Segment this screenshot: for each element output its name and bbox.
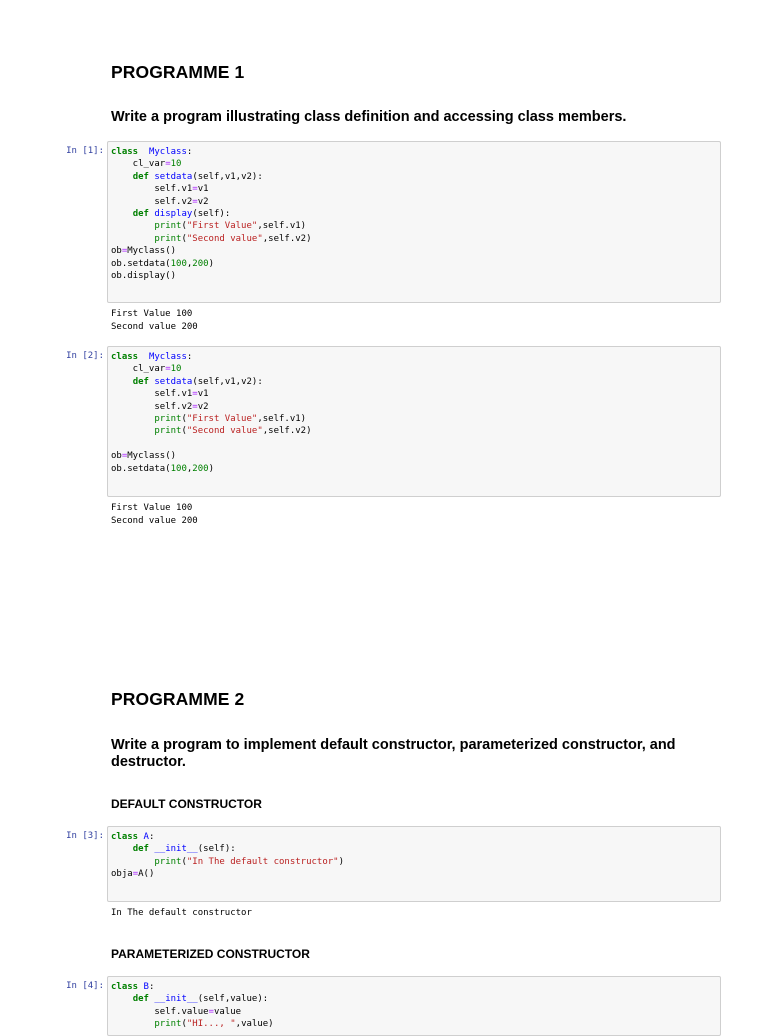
- code-token: ,value): [235, 1019, 274, 1030]
- code-token: v1: [197, 184, 209, 195]
- code-cell-3[interactable]: [107, 826, 721, 902]
- code-token: "First Value": [186, 221, 258, 232]
- code-token: print: [154, 414, 182, 425]
- code-token: "HI..., ": [186, 1019, 236, 1030]
- code-token: 10: [170, 364, 182, 375]
- code-token: def: [132, 209, 149, 220]
- cell-3-prompt: In [3]:: [66, 831, 104, 841]
- code-line: [111, 270, 720, 282]
- code-line: [111, 258, 720, 270]
- code-line: [111, 981, 720, 993]
- code-token: [111, 209, 133, 219]
- output-line: Second value 200: [111, 321, 198, 332]
- code-line: [111, 1018, 720, 1030]
- code-token: print: [154, 233, 182, 244]
- code-token: ): [208, 258, 214, 269]
- code-line: [111, 463, 720, 475]
- code-cell-3-source[interactable]: [108, 827, 720, 881]
- code-token: Myclass: [148, 352, 187, 362]
- code-token: (: [181, 221, 187, 232]
- code-token: __init__: [148, 994, 198, 1005]
- code-token: [111, 994, 133, 1004]
- code-token: [111, 844, 133, 854]
- code-line: [111, 158, 720, 170]
- code-token: ,: [186, 258, 193, 269]
- code-token: def: [132, 376, 149, 387]
- code-token: print: [154, 1019, 182, 1030]
- code-token: "Second value": [186, 426, 263, 437]
- code-token: [111, 221, 154, 231]
- code-token: ,: [186, 463, 193, 474]
- code-cell-1[interactable]: [107, 141, 721, 303]
- code-line: [111, 171, 720, 183]
- code-token: v2: [197, 196, 209, 207]
- code-token: Myclass: [148, 147, 187, 157]
- code-token: =: [165, 159, 171, 170]
- code-token: value: [213, 1006, 242, 1017]
- code-line: [111, 438, 720, 450]
- code-token: ,self.v2): [262, 233, 312, 244]
- output-line: First Value 100: [111, 309, 193, 319]
- code-line: [111, 425, 720, 437]
- code-line: [111, 351, 720, 363]
- code-token: (: [181, 414, 187, 425]
- code-line: [111, 401, 720, 413]
- code-token: class: [111, 147, 139, 157]
- code-token: [138, 352, 149, 362]
- cell-2-prompt: In [2]:: [66, 351, 104, 361]
- code-token: self.value: [111, 1006, 209, 1017]
- code-token: class: [111, 982, 139, 992]
- code-token: def: [132, 171, 149, 182]
- code-token: __init__: [148, 844, 198, 855]
- code-token: [111, 414, 154, 424]
- default-constructor-heading: DEFAULT CONSTRUCTOR: [111, 797, 262, 811]
- code-token: cl_var: [111, 159, 166, 170]
- cell-4-prompt: In [4]:: [66, 981, 104, 991]
- code-token: ,self.v1): [257, 221, 307, 232]
- code-token: cl_var: [111, 364, 166, 375]
- code-token: =: [192, 184, 198, 195]
- code-token: print: [154, 426, 182, 437]
- code-token: :: [148, 982, 155, 992]
- code-token: Myclass(): [127, 246, 177, 257]
- code-token: (: [181, 1019, 187, 1030]
- code-cell-2-source[interactable]: [108, 347, 720, 475]
- code-line: [111, 146, 720, 158]
- code-token: ob: [111, 451, 122, 462]
- code-line: [111, 183, 720, 195]
- code-token: [138, 147, 149, 157]
- code-token: self.v1: [111, 184, 193, 195]
- code-token: =: [121, 246, 128, 257]
- code-token: =: [192, 389, 198, 400]
- code-token: setdata: [148, 171, 193, 182]
- code-line: [111, 363, 720, 375]
- code-token: 200: [192, 258, 209, 269]
- code-token: ob.setdata(: [111, 463, 171, 474]
- code-line: [111, 831, 720, 843]
- code-token: setdata: [148, 376, 193, 387]
- code-token: =: [132, 869, 139, 880]
- code-line: [111, 245, 720, 257]
- code-token: :: [186, 352, 193, 362]
- code-token: "Second value": [186, 233, 263, 244]
- code-token: =: [121, 451, 128, 462]
- code-line: [111, 993, 720, 1005]
- code-token: B: [138, 982, 149, 992]
- code-line: [111, 220, 720, 232]
- code-token: [111, 426, 154, 436]
- code-token: ): [208, 463, 214, 474]
- parameterized-constructor-heading: PARAMETERIZED CONSTRUCTOR: [111, 947, 310, 961]
- code-token: v1: [197, 389, 209, 400]
- code-token: =: [192, 196, 198, 207]
- code-cell-4-source[interactable]: [108, 977, 720, 1031]
- code-token: obja: [111, 869, 133, 880]
- code-token: ob.display(): [111, 271, 177, 282]
- code-token: display: [148, 209, 193, 220]
- code-line: [111, 450, 720, 462]
- code-token: def: [132, 994, 149, 1005]
- code-line: [111, 233, 720, 245]
- code-line: [111, 376, 720, 388]
- code-token: Myclass(): [127, 451, 177, 462]
- code-token: A(): [138, 869, 155, 880]
- code-token: def: [132, 844, 149, 855]
- code-line: [111, 856, 720, 868]
- code-token: "In The default constructor": [186, 856, 339, 867]
- code-token: (self,value):: [197, 994, 269, 1005]
- code-token: [111, 857, 154, 867]
- code-token: "First Value": [186, 414, 258, 425]
- cell-1-output: [111, 308, 198, 334]
- code-token: 10: [170, 159, 182, 170]
- code-token: (self,v1,v2):: [192, 171, 263, 182]
- code-token: 100: [170, 463, 187, 474]
- code-token: =: [192, 401, 198, 412]
- code-token: print: [154, 856, 182, 867]
- programme-2-title: PROGRAMME 2: [111, 689, 245, 709]
- code-token: (self):: [197, 844, 236, 855]
- code-token: self.v2: [111, 401, 193, 412]
- code-line: [111, 208, 720, 220]
- code-token: (: [181, 426, 187, 437]
- output-line: In The default constructor: [111, 908, 252, 918]
- code-token: (self,v1,v2):: [192, 376, 263, 387]
- code-line: [111, 843, 720, 855]
- code-token: ,self.v2): [262, 426, 312, 437]
- output-line: Second value 200: [111, 515, 198, 526]
- cell-2-output: [111, 502, 198, 528]
- programme-1-title: PROGRAMME 1: [111, 62, 245, 82]
- code-cell-2[interactable]: [107, 346, 721, 497]
- code-token: ob: [111, 246, 122, 257]
- code-token: ): [338, 856, 345, 867]
- code-token: [111, 234, 154, 244]
- code-token: self.v1: [111, 389, 193, 400]
- code-token: :: [186, 147, 193, 157]
- code-token: =: [165, 364, 171, 375]
- code-token: [111, 172, 133, 182]
- code-token: =: [208, 1006, 214, 1017]
- code-line: [111, 1006, 720, 1018]
- cell-3-output: [111, 907, 252, 920]
- code-line: [111, 388, 720, 400]
- code-line: [111, 413, 720, 425]
- code-token: (: [181, 856, 187, 867]
- code-token: A: [138, 832, 149, 842]
- programme-2-question: Write a program to implement default constructor, parameterized constructor, and destructor.: [111, 737, 676, 770]
- code-token: :: [148, 832, 155, 842]
- code-token: 200: [192, 463, 209, 474]
- code-token: [111, 377, 133, 387]
- code-token: [111, 1019, 154, 1029]
- code-token: ob.setdata(: [111, 258, 171, 269]
- code-token: class: [111, 832, 139, 842]
- code-token: (: [181, 233, 187, 244]
- code-token: print: [154, 221, 182, 232]
- cell-1-prompt: In [1]:: [66, 146, 104, 156]
- code-token: v2: [197, 401, 209, 412]
- code-token: (self):: [192, 209, 231, 220]
- code-line: [111, 868, 720, 880]
- code-token: ,self.v1): [257, 414, 307, 425]
- code-cell-1-source[interactable]: [108, 142, 720, 282]
- code-token: class: [111, 352, 139, 362]
- code-token: 100: [170, 258, 187, 269]
- code-cell-4[interactable]: [107, 976, 721, 1036]
- output-line: First Value 100: [111, 503, 193, 513]
- code-token: self.v2: [111, 196, 193, 207]
- programme-1-question: Write a program illustrating class definition and accessing class members.: [111, 109, 627, 125]
- code-line: [111, 196, 720, 208]
